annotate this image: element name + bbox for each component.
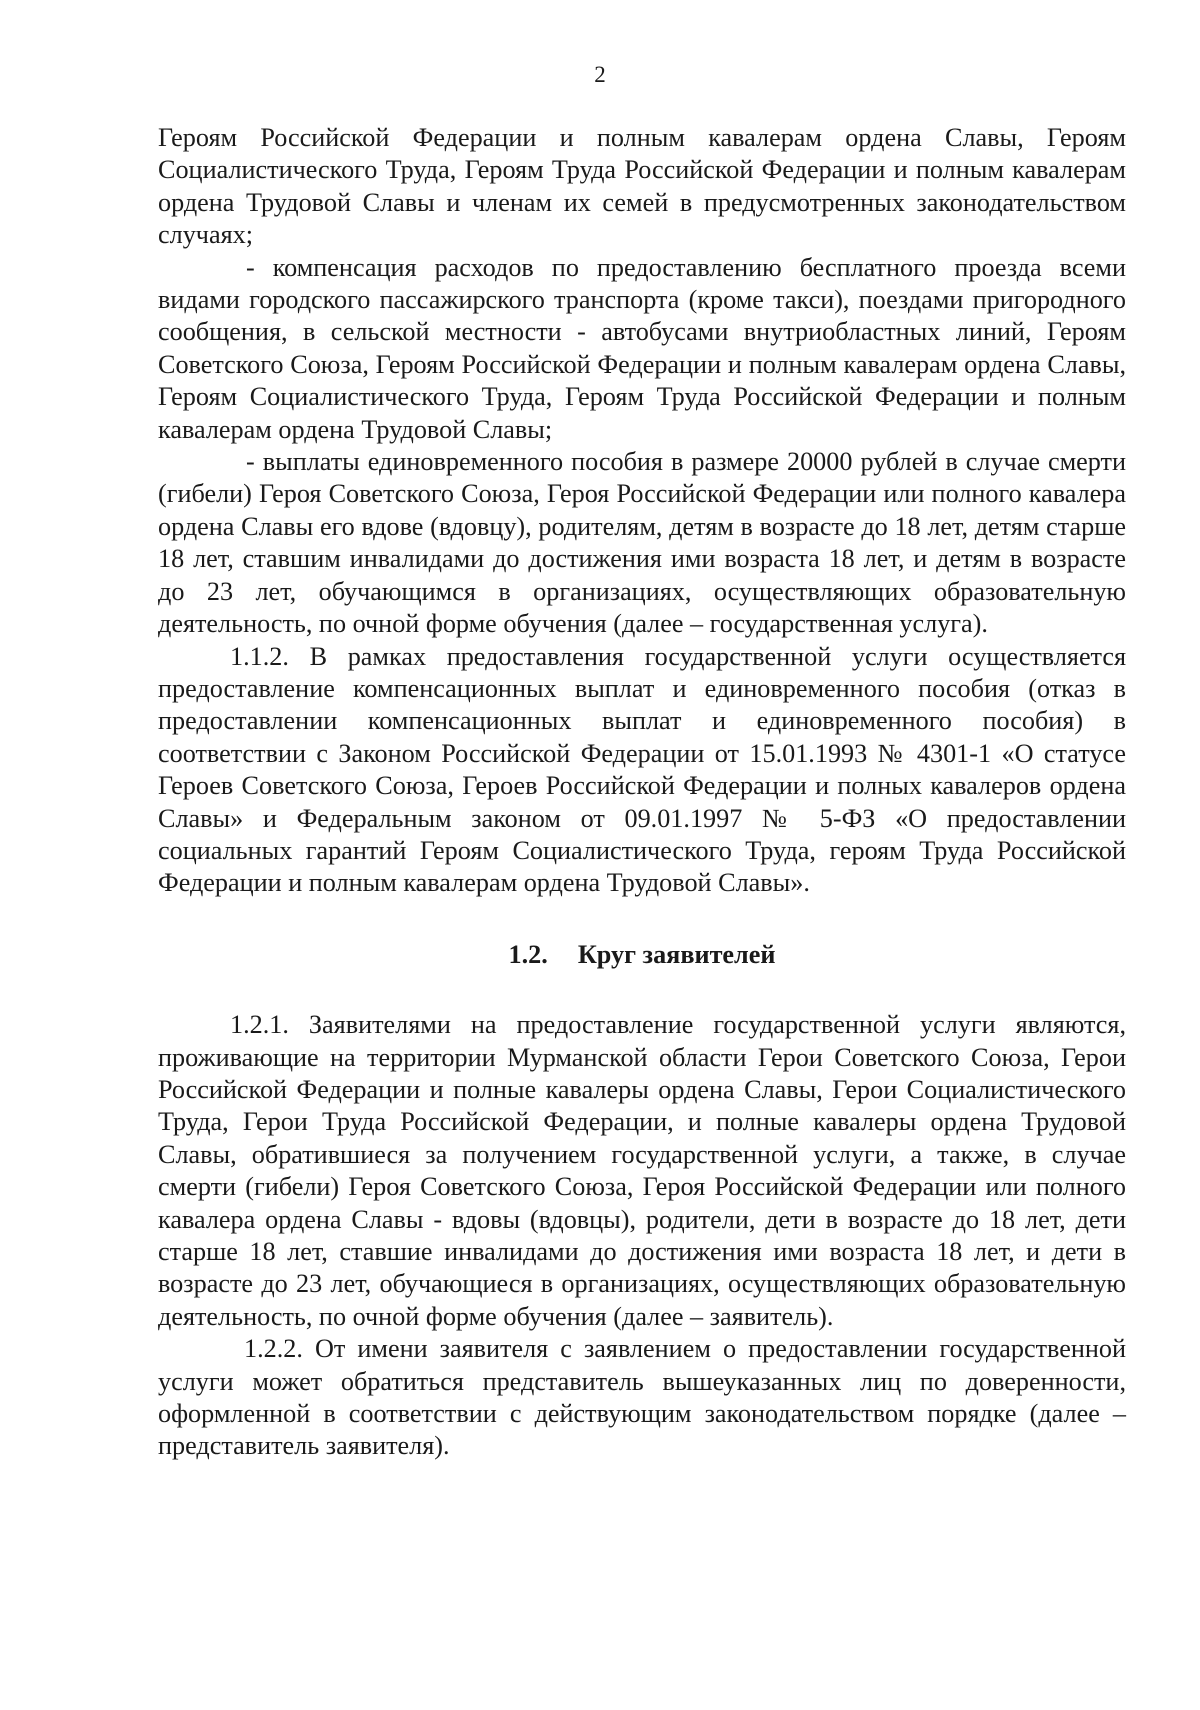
section-title: Круг заявителей [577,939,776,969]
page-number: 2 [594,62,606,87]
paragraph-lump-sum-benefit: - выплаты единовременного пособия в размере 20000 рублей в случае смерти (гибели) Героя Советского Союза, Героя Российской Федерации или полного кавалера ордена Славы его вдове (вдовцу), родителям, детям в возрасте до 18 лет, детям старше 18 лет, ставшим инвалидами до достижения ими возраста 18 лет, и детям в возрасте до 23 лет, обучающимся в организациях, осуществляющих образовательную деятельность, по очной форме обучения (далее – государственная услуга). [158,447,1126,639]
section-number: 1.2. [508,939,548,969]
document-body [158,122,1126,1463]
paragraph-1-2-2: 1.2.2. От имени заявителя с заявлением о предоставлении государственной услуги может обратиться представитель вышеуказанных лиц по доверенности, оформленной в соответствии с действующим законодательством порядке (далее – представитель заявителя). [158,1334,1126,1461]
paragraph-heroes-continuation: Героям Российской Федерации и полным кавалерам ордена Славы, Героям Социалистического Труда, Героям Труда Российской Федерации и полным кавалерам ордена Трудовой Славы и членам их семей в предусмотренных законодательством случаях; [158,123,1126,250]
section-heading [158,939,1126,971]
paragraph-travel-compensation: - компенсация расходов по предоставлению бесплатного проезда всеми видами городского пассажирского транспорта (кроме такси), поездами пригородного сообщения, в сельской местности - автобусами внутриобластных линий, Героям Советского Союза, Героям Российской Федерации и полным кавалерам ордена Славы, Героям Социалистического Труда, Героям Труда Российской Федерации и полным кавалерам ордена Трудовой Славы; [158,252,1126,444]
paragraph-1-1-2: 1.1.2. В рамках предоставления государственной услуги осуществляется предоставление компенсационных выплат и единовременного пособия (отказ в предоставлении компенсационных выплат и единовременного пособия) в соответствии с Законом Российской Федерации от 15.01.1993 № 4301-1 «О статусе Героев Советского Союза, Героев Российской Федерации и полных кавалеров ордена Славы» и Федеральным законом от 09.01.1997 № 5-ФЗ «О предоставлении социальных гарантий Героям Социалистического Труда, героям Труда Российской Федерации и полным кавалерам ордена Трудовой Славы». [158,641,1126,898]
paragraph-1-2-1: 1.2.1. Заявителями на предоставление государственной услуги являются, проживающие на территории Мурманской области Герои Советского Союза, Герои Российской Федерации и полные кавалеры ордена Славы, Герои Социалистического Труда, Герои Труда Российской Федерации, и полные кавалеры ордена Трудовой Славы, обратившиеся за получением государственной услуги, а также, в случае смерти (гибели) Героя Советского Союза, Героя Российской Федерации или полного кавалера ордена Славы - вдовы (вдовцы), родители, дети в возрасте до 18 лет, дети старше 18 лет, ставшие инвалидами до достижения ими возраста 18 лет, и дети в возрасте до 23 лет, обучающиеся в организациях, осуществляющих образовательную деятельность, по очной форме обучения (далее – заявитель). [158,1010,1126,1331]
